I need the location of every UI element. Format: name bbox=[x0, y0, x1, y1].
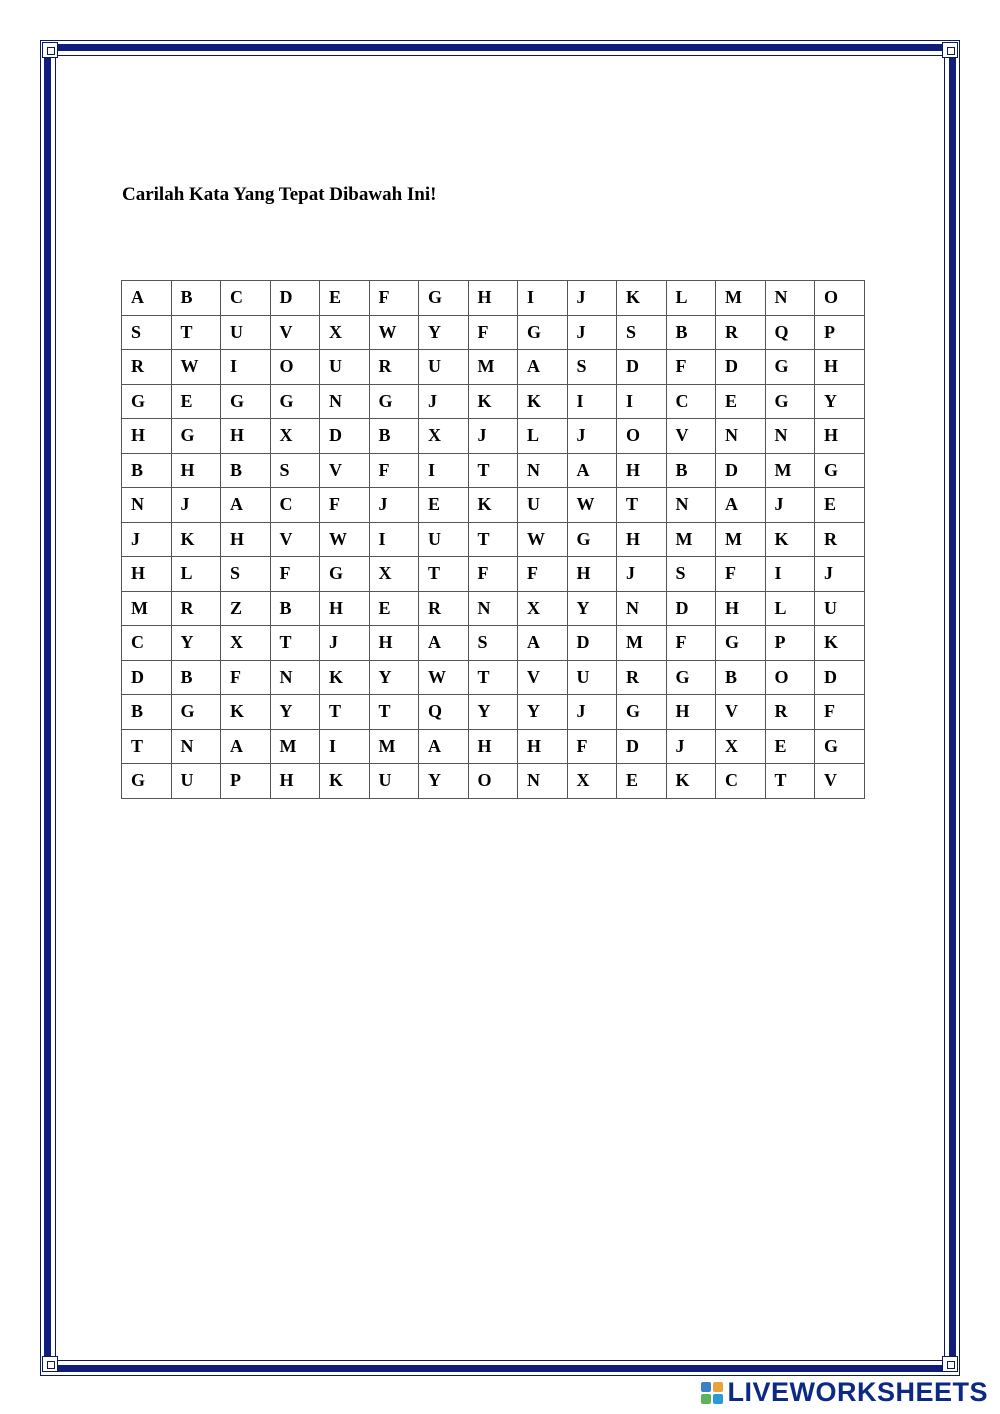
grid-cell[interactable]: K bbox=[666, 764, 716, 799]
grid-cell[interactable]: U bbox=[320, 350, 370, 385]
grid-cell[interactable]: O bbox=[765, 660, 815, 695]
grid-cell[interactable]: J bbox=[666, 729, 716, 764]
grid-cell[interactable]: R bbox=[716, 315, 766, 350]
grid-cell[interactable]: W bbox=[369, 315, 419, 350]
grid-cell[interactable]: N bbox=[518, 764, 568, 799]
grid-cell[interactable]: E bbox=[419, 488, 469, 523]
grid-cell[interactable]: K bbox=[320, 764, 370, 799]
grid-cell[interactable]: I bbox=[419, 453, 469, 488]
grid-cell[interactable]: H bbox=[122, 419, 172, 454]
grid-cell[interactable]: H bbox=[617, 453, 667, 488]
grid-cell[interactable]: R bbox=[369, 350, 419, 385]
grid-cell[interactable]: T bbox=[320, 695, 370, 730]
grid-row bbox=[122, 419, 865, 454]
logo-square bbox=[701, 1382, 711, 1392]
grid-cell[interactable]: H bbox=[716, 591, 766, 626]
grid-cell[interactable]: N bbox=[617, 591, 667, 626]
grid-cell[interactable]: J bbox=[320, 626, 370, 661]
grid-cell[interactable]: D bbox=[716, 453, 766, 488]
grid-cell[interactable]: E bbox=[369, 591, 419, 626]
grid-cell[interactable]: A bbox=[221, 729, 271, 764]
grid-cell[interactable]: C bbox=[270, 488, 320, 523]
grid-cell[interactable]: J bbox=[567, 419, 617, 454]
grid-cell[interactable]: A bbox=[221, 488, 271, 523]
grid-cell[interactable]: R bbox=[171, 591, 221, 626]
grid-cell[interactable]: W bbox=[518, 522, 568, 557]
grid-cell[interactable]: P bbox=[815, 315, 865, 350]
grid-cell[interactable]: H bbox=[666, 695, 716, 730]
grid-cell[interactable]: D bbox=[666, 591, 716, 626]
grid-cell[interactable]: G bbox=[122, 384, 172, 419]
grid-row bbox=[122, 764, 865, 799]
grid-cell[interactable]: N bbox=[320, 384, 370, 419]
grid-cell[interactable]: U bbox=[419, 522, 469, 557]
grid-cell[interactable]: R bbox=[122, 350, 172, 385]
grid-cell[interactable]: Y bbox=[567, 591, 617, 626]
grid-cell[interactable]: F bbox=[567, 729, 617, 764]
grid-cell[interactable]: M bbox=[122, 591, 172, 626]
grid-cell[interactable]: A bbox=[567, 453, 617, 488]
grid-cell[interactable]: A bbox=[419, 729, 469, 764]
grid-cell[interactable]: G bbox=[815, 453, 865, 488]
grid-cell[interactable]: B bbox=[270, 591, 320, 626]
grid-row bbox=[122, 350, 865, 385]
grid-cell[interactable]: K bbox=[765, 522, 815, 557]
grid-cell[interactable]: K bbox=[617, 281, 667, 316]
grid-cell[interactable]: U bbox=[221, 315, 271, 350]
grid-cell[interactable]: H bbox=[320, 591, 370, 626]
grid-cell[interactable]: C bbox=[666, 384, 716, 419]
grid-cell[interactable]: G bbox=[369, 384, 419, 419]
grid-cell[interactable]: Y bbox=[419, 315, 469, 350]
liveworksheets-logo-icon bbox=[701, 1382, 723, 1404]
grid-row bbox=[122, 384, 865, 419]
grid-cell[interactable]: A bbox=[518, 350, 568, 385]
grid-cell[interactable]: V bbox=[666, 419, 716, 454]
grid-cell[interactable]: E bbox=[815, 488, 865, 523]
grid-cell[interactable]: T bbox=[468, 453, 518, 488]
grid-cell[interactable]: Y bbox=[518, 695, 568, 730]
grid-cell[interactable]: M bbox=[468, 350, 518, 385]
grid-cell[interactable]: Y bbox=[419, 764, 469, 799]
grid-cell[interactable]: O bbox=[617, 419, 667, 454]
grid-cell[interactable]: D bbox=[617, 350, 667, 385]
grid-cell[interactable]: N bbox=[468, 591, 518, 626]
grid-cell[interactable]: M bbox=[716, 522, 766, 557]
grid-cell[interactable]: F bbox=[369, 281, 419, 316]
grid-cell[interactable]: T bbox=[122, 729, 172, 764]
grid-cell[interactable]: G bbox=[419, 281, 469, 316]
grid-cell[interactable]: X bbox=[320, 315, 370, 350]
grid-cell[interactable]: A bbox=[419, 626, 469, 661]
grid-cell[interactable]: U bbox=[369, 764, 419, 799]
border-corner-ornament bbox=[942, 1356, 958, 1372]
grid-cell[interactable]: H bbox=[815, 419, 865, 454]
grid-cell[interactable]: X bbox=[221, 626, 271, 661]
grid-cell[interactable]: M bbox=[270, 729, 320, 764]
grid-cell[interactable]: I bbox=[369, 522, 419, 557]
grid-row bbox=[122, 695, 865, 730]
grid-cell[interactable]: B bbox=[716, 660, 766, 695]
grid-row bbox=[122, 591, 865, 626]
grid-cell[interactable]: E bbox=[171, 384, 221, 419]
grid-cell[interactable]: D bbox=[567, 626, 617, 661]
grid-row bbox=[122, 729, 865, 764]
grid-cell[interactable]: G bbox=[716, 626, 766, 661]
grid-cell[interactable]: X bbox=[369, 557, 419, 592]
grid-cell[interactable]: M bbox=[716, 281, 766, 316]
grid-cell[interactable]: J bbox=[567, 281, 617, 316]
grid-cell[interactable]: X bbox=[567, 764, 617, 799]
grid-cell[interactable]: K bbox=[171, 522, 221, 557]
grid-cell[interactable]: B bbox=[171, 281, 221, 316]
grid-cell[interactable]: I bbox=[320, 729, 370, 764]
grid-cell[interactable]: G bbox=[567, 522, 617, 557]
grid-cell[interactable]: K bbox=[468, 488, 518, 523]
grid-cell[interactable]: L bbox=[666, 281, 716, 316]
grid-cell[interactable]: G bbox=[320, 557, 370, 592]
grid-cell[interactable]: N bbox=[716, 419, 766, 454]
grid-cell[interactable]: W bbox=[419, 660, 469, 695]
grid-cell[interactable]: J bbox=[419, 384, 469, 419]
grid-cell[interactable]: D bbox=[617, 729, 667, 764]
grid-cell[interactable]: N bbox=[270, 660, 320, 695]
grid-cell[interactable]: I bbox=[221, 350, 271, 385]
grid-cell[interactable]: E bbox=[765, 729, 815, 764]
grid-cell[interactable]: R bbox=[765, 695, 815, 730]
grid-cell[interactable]: G bbox=[815, 729, 865, 764]
word-search-grid bbox=[121, 280, 865, 799]
border-corner-ornament bbox=[942, 42, 958, 58]
grid-cell[interactable]: V bbox=[270, 522, 320, 557]
grid-cell[interactable]: S bbox=[122, 315, 172, 350]
grid-cell[interactable]: E bbox=[320, 281, 370, 316]
grid-cell[interactable]: V bbox=[270, 315, 320, 350]
grid-cell[interactable]: F bbox=[369, 453, 419, 488]
grid-cell[interactable]: A bbox=[716, 488, 766, 523]
grid-cell[interactable]: G bbox=[171, 695, 221, 730]
grid-cell[interactable]: M bbox=[765, 453, 815, 488]
grid-cell[interactable]: B bbox=[122, 695, 172, 730]
grid-cell[interactable]: I bbox=[518, 281, 568, 316]
grid-cell[interactable]: F bbox=[716, 557, 766, 592]
grid-cell[interactable]: H bbox=[468, 281, 518, 316]
grid-cell[interactable]: H bbox=[468, 729, 518, 764]
grid-row bbox=[122, 557, 865, 592]
grid-cell[interactable]: K bbox=[815, 626, 865, 661]
grid-cell[interactable]: U bbox=[419, 350, 469, 385]
grid-cell[interactable]: H bbox=[617, 522, 667, 557]
grid-cell[interactable]: T bbox=[419, 557, 469, 592]
grid-row bbox=[122, 315, 865, 350]
grid-cell[interactable]: Q bbox=[765, 315, 815, 350]
grid-cell[interactable]: U bbox=[518, 488, 568, 523]
grid-cell[interactable]: U bbox=[567, 660, 617, 695]
grid-cell[interactable]: W bbox=[171, 350, 221, 385]
grid-cell[interactable]: D bbox=[815, 660, 865, 695]
grid-cell[interactable]: V bbox=[320, 453, 370, 488]
grid-cell[interactable]: S bbox=[666, 557, 716, 592]
grid-cell[interactable]: T bbox=[468, 522, 518, 557]
grid-cell[interactable]: K bbox=[468, 384, 518, 419]
grid-cell[interactable]: S bbox=[468, 626, 518, 661]
grid-cell[interactable]: N bbox=[765, 419, 815, 454]
grid-cell[interactable]: T bbox=[369, 695, 419, 730]
grid-cell[interactable]: B bbox=[122, 453, 172, 488]
grid-cell[interactable]: M bbox=[617, 626, 667, 661]
grid-cell[interactable]: J bbox=[369, 488, 419, 523]
grid-cell[interactable]: H bbox=[518, 729, 568, 764]
grid-cell[interactable]: K bbox=[221, 695, 271, 730]
grid-cell[interactable]: T bbox=[765, 764, 815, 799]
grid-cell[interactable]: U bbox=[815, 591, 865, 626]
liveworksheets-brand bbox=[701, 1377, 988, 1408]
grid-cell[interactable]: Z bbox=[221, 591, 271, 626]
grid-cell[interactable]: C bbox=[716, 764, 766, 799]
grid-cell[interactable]: Y bbox=[815, 384, 865, 419]
grid-cell[interactable]: V bbox=[815, 764, 865, 799]
worksheet-title: Carilah Kata Yang Tepat Dibawah Ini! bbox=[122, 184, 437, 205]
grid-row bbox=[122, 488, 865, 523]
grid-cell[interactable]: B bbox=[666, 453, 716, 488]
grid-cell[interactable]: T bbox=[468, 660, 518, 695]
grid-cell[interactable]: G bbox=[765, 384, 815, 419]
grid-cell[interactable]: I bbox=[567, 384, 617, 419]
grid-cell[interactable]: R bbox=[419, 591, 469, 626]
grid-cell[interactable]: G bbox=[122, 764, 172, 799]
grid-cell[interactable]: B bbox=[666, 315, 716, 350]
grid-cell[interactable]: T bbox=[270, 626, 320, 661]
grid-cell[interactable]: T bbox=[171, 315, 221, 350]
grid-cell[interactable]: N bbox=[122, 488, 172, 523]
grid-cell[interactable]: J bbox=[765, 488, 815, 523]
grid-cell[interactable]: J bbox=[171, 488, 221, 523]
grid-cell[interactable]: X bbox=[270, 419, 320, 454]
grid-cell[interactable]: D bbox=[122, 660, 172, 695]
grid-cell[interactable]: X bbox=[518, 591, 568, 626]
grid-cell[interactable]: R bbox=[617, 660, 667, 695]
grid-cell[interactable]: M bbox=[666, 522, 716, 557]
grid-cell[interactable]: F bbox=[468, 315, 518, 350]
grid-cell[interactable]: K bbox=[320, 660, 370, 695]
grid-cell[interactable]: K bbox=[518, 384, 568, 419]
grid-cell[interactable]: O bbox=[468, 764, 518, 799]
grid-cell[interactable]: W bbox=[567, 488, 617, 523]
grid-cell[interactable]: G bbox=[171, 419, 221, 454]
grid-cell[interactable]: H bbox=[171, 453, 221, 488]
grid-cell[interactable]: G bbox=[221, 384, 271, 419]
grid-cell[interactable]: N bbox=[666, 488, 716, 523]
grid-cell[interactable]: U bbox=[171, 764, 221, 799]
grid-cell[interactable]: V bbox=[518, 660, 568, 695]
grid-cell[interactable]: B bbox=[369, 419, 419, 454]
grid-row bbox=[122, 626, 865, 661]
grid-cell[interactable]: W bbox=[320, 522, 370, 557]
grid-cell[interactable]: F bbox=[468, 557, 518, 592]
grid-cell[interactable]: L bbox=[765, 591, 815, 626]
grid-cell[interactable]: E bbox=[716, 384, 766, 419]
grid-cell[interactable]: J bbox=[468, 419, 518, 454]
grid-cell[interactable]: S bbox=[221, 557, 271, 592]
grid-cell[interactable]: G bbox=[765, 350, 815, 385]
logo-square bbox=[701, 1394, 711, 1404]
grid-cell[interactable]: S bbox=[567, 350, 617, 385]
grid-cell[interactable]: L bbox=[518, 419, 568, 454]
grid-cell[interactable]: L bbox=[171, 557, 221, 592]
grid-row bbox=[122, 522, 865, 557]
grid-cell[interactable]: J bbox=[567, 695, 617, 730]
grid-cell[interactable]: H bbox=[369, 626, 419, 661]
grid-cell[interactable]: D bbox=[716, 350, 766, 385]
grid-cell[interactable]: Y bbox=[270, 695, 320, 730]
grid-cell[interactable]: H bbox=[122, 557, 172, 592]
logo-square bbox=[713, 1394, 723, 1404]
grid-row bbox=[122, 660, 865, 695]
logo-square bbox=[713, 1382, 723, 1392]
grid-cell[interactable]: H bbox=[221, 419, 271, 454]
grid-cell[interactable]: N bbox=[765, 281, 815, 316]
grid-cell[interactable]: X bbox=[419, 419, 469, 454]
grid-cell[interactable]: T bbox=[617, 488, 667, 523]
grid-cell[interactable]: H bbox=[221, 522, 271, 557]
grid-cell[interactable]: F bbox=[270, 557, 320, 592]
grid-cell[interactable]: N bbox=[171, 729, 221, 764]
grid-cell[interactable]: M bbox=[369, 729, 419, 764]
grid-cell[interactable]: G bbox=[617, 695, 667, 730]
grid-cell[interactable]: G bbox=[666, 660, 716, 695]
grid-cell[interactable]: C bbox=[221, 281, 271, 316]
grid-cell[interactable]: F bbox=[518, 557, 568, 592]
grid-row bbox=[122, 453, 865, 488]
grid-cell[interactable]: I bbox=[617, 384, 667, 419]
grid-cell[interactable]: J bbox=[567, 315, 617, 350]
grid-cell[interactable]: Y bbox=[369, 660, 419, 695]
grid-cell[interactable]: J bbox=[617, 557, 667, 592]
grid-cell[interactable]: Y bbox=[171, 626, 221, 661]
grid-cell[interactable]: F bbox=[221, 660, 271, 695]
border-corner-ornament bbox=[42, 42, 58, 58]
grid-cell[interactable]: A bbox=[518, 626, 568, 661]
grid-cell[interactable]: E bbox=[617, 764, 667, 799]
grid-cell[interactable]: F bbox=[666, 626, 716, 661]
grid-cell[interactable]: F bbox=[320, 488, 370, 523]
grid-cell[interactable]: N bbox=[518, 453, 568, 488]
grid-cell[interactable]: X bbox=[716, 729, 766, 764]
grid-cell[interactable]: S bbox=[270, 453, 320, 488]
grid-cell[interactable]: P bbox=[765, 626, 815, 661]
grid-row bbox=[122, 281, 865, 316]
grid-cell[interactable]: J bbox=[122, 522, 172, 557]
grid-cell[interactable]: C bbox=[122, 626, 172, 661]
grid-cell[interactable]: P bbox=[221, 764, 271, 799]
grid-cell[interactable]: O bbox=[270, 350, 320, 385]
grid-cell[interactable]: D bbox=[320, 419, 370, 454]
grid-cell[interactable]: D bbox=[270, 281, 320, 316]
grid-cell[interactable]: G bbox=[518, 315, 568, 350]
grid-cell[interactable]: H bbox=[567, 557, 617, 592]
grid-cell[interactable]: R bbox=[815, 522, 865, 557]
brand-name: LIVEWORKSHEETS bbox=[727, 1377, 988, 1407]
grid-cell[interactable]: H bbox=[815, 350, 865, 385]
grid-cell[interactable]: A bbox=[122, 281, 172, 316]
grid-cell[interactable]: O bbox=[815, 281, 865, 316]
grid-cell[interactable]: S bbox=[617, 315, 667, 350]
grid-cell[interactable]: V bbox=[716, 695, 766, 730]
grid-cell[interactable]: Q bbox=[419, 695, 469, 730]
grid-cell[interactable]: G bbox=[270, 384, 320, 419]
grid-cell[interactable]: F bbox=[666, 350, 716, 385]
grid-cell[interactable]: I bbox=[765, 557, 815, 592]
grid-cell[interactable]: H bbox=[270, 764, 320, 799]
border-corner-ornament bbox=[42, 1356, 58, 1372]
grid-cell[interactable]: B bbox=[221, 453, 271, 488]
grid-cell[interactable]: Y bbox=[468, 695, 518, 730]
grid-cell[interactable]: B bbox=[171, 660, 221, 695]
grid-cell[interactable]: J bbox=[815, 557, 865, 592]
grid-cell[interactable]: F bbox=[815, 695, 865, 730]
